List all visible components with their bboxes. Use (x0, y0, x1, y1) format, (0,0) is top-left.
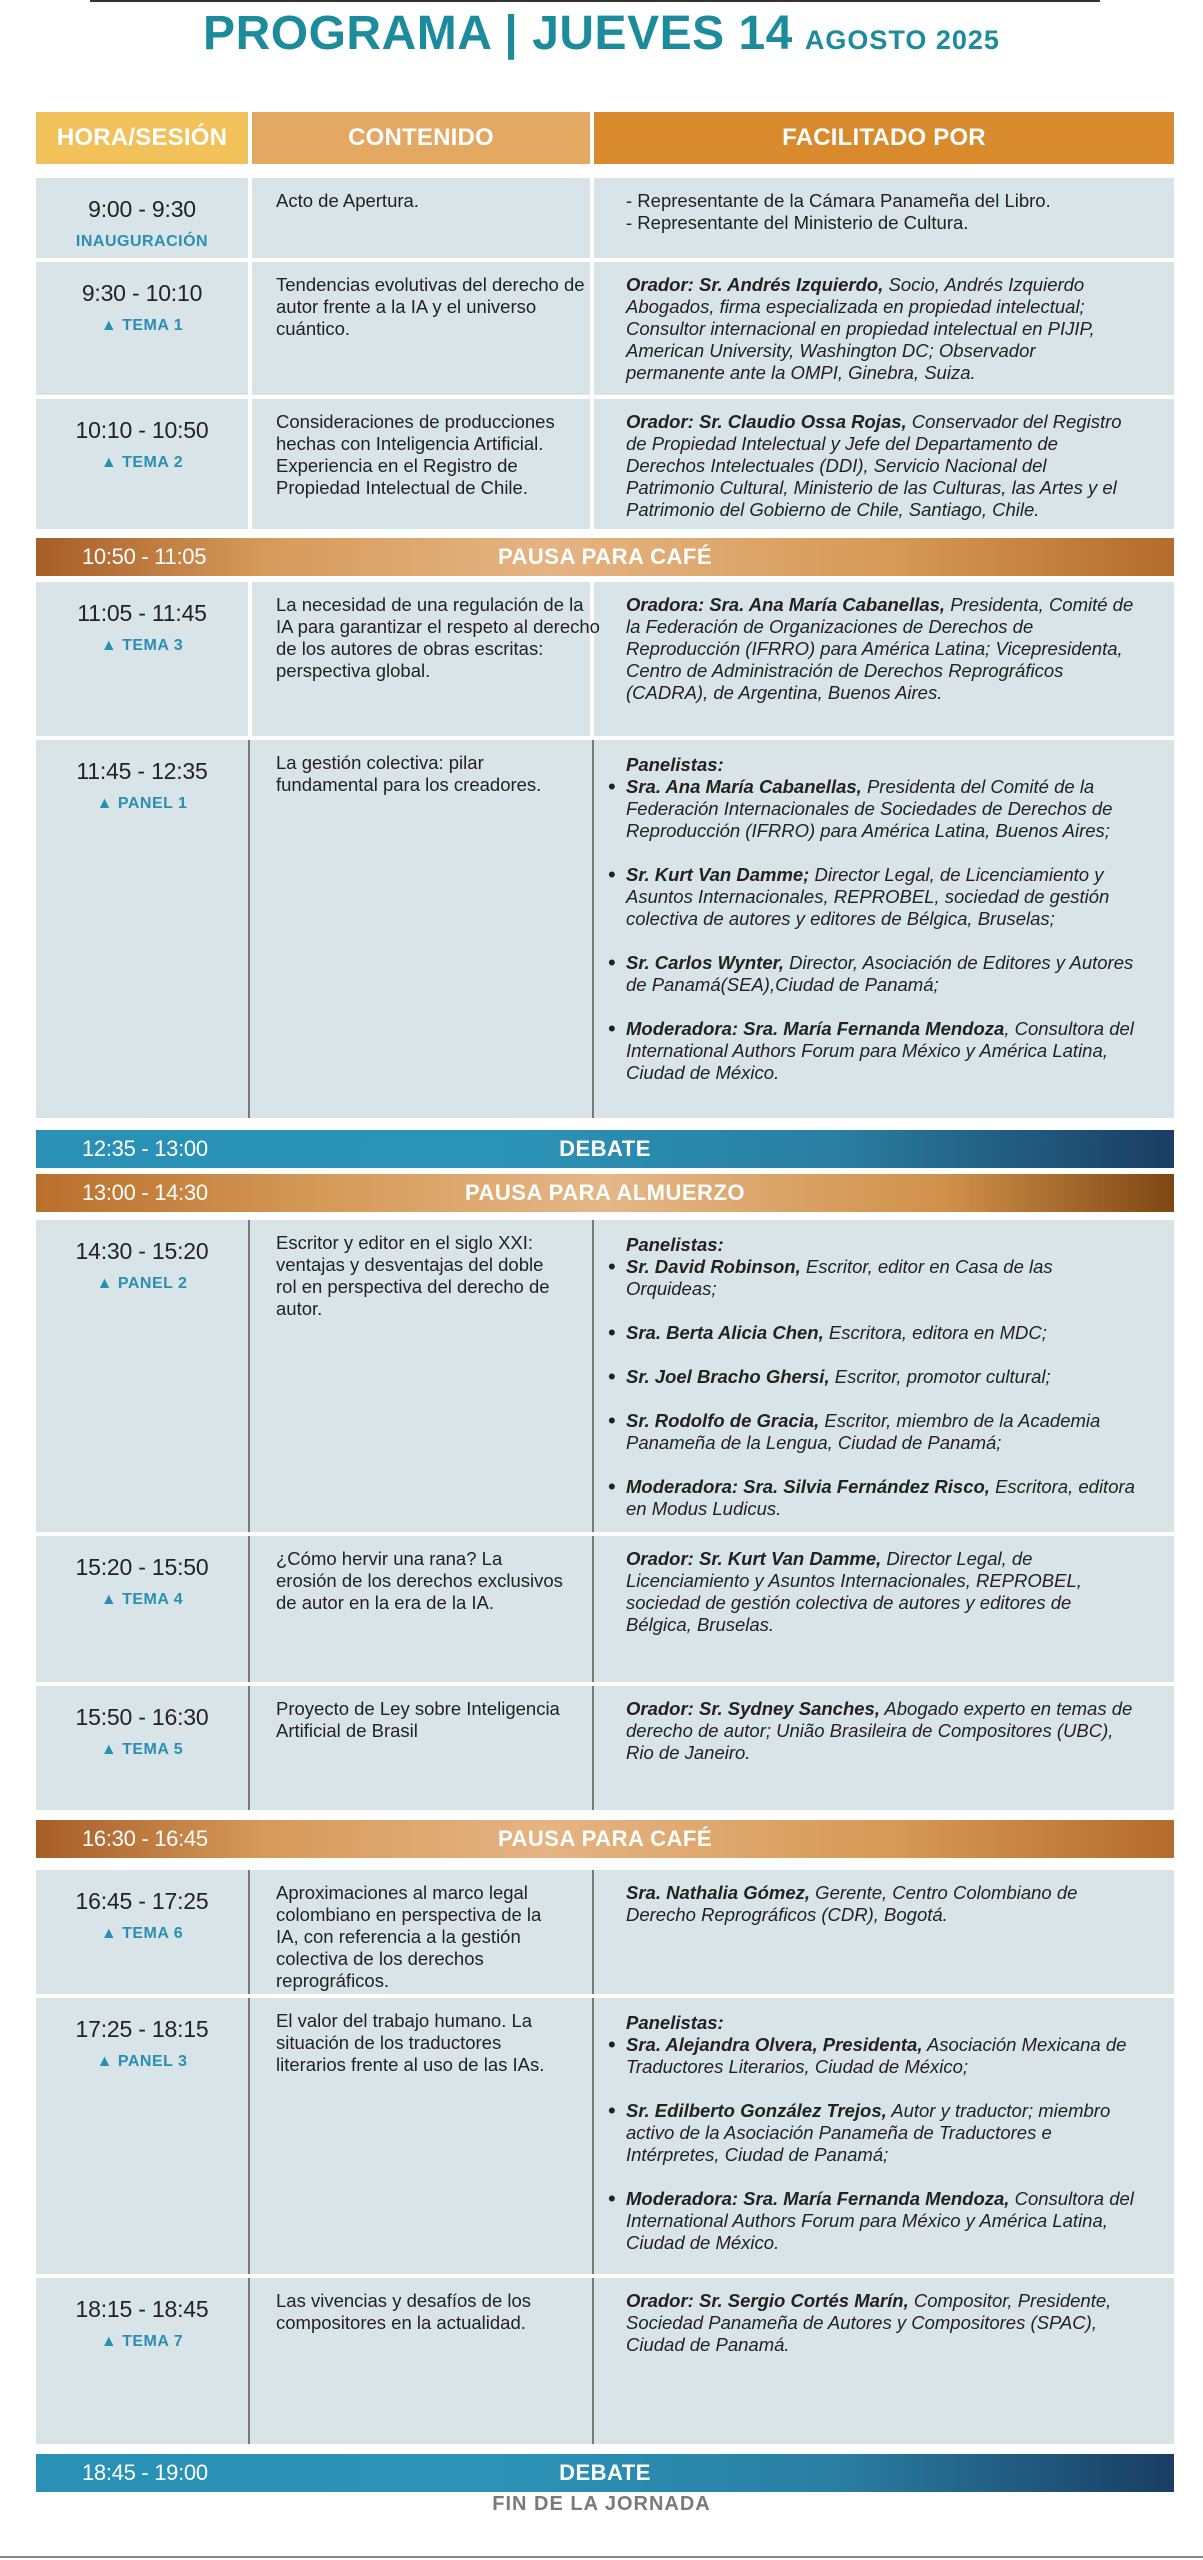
session-row (36, 1686, 1174, 1810)
session-tag: ▲ TEMA 2 (100, 454, 184, 471)
break-band (36, 538, 1174, 576)
title-date: AGOSTO 2025 (804, 25, 1000, 55)
panelist-list (594, 776, 1174, 1084)
session-topic: ¿Cómo hervir una rana? La erosión de los derechos exclusivos de autor en la era de la IA. (276, 1548, 563, 1613)
top-rule (90, 0, 1100, 2)
session-tag: ▲ TEMA 7 (100, 2333, 184, 2350)
panelist-item: • Sr. Carlos Wynter, Director, Asociación de Editores y Autores de Panamá(SEA),Ciudad de Panamá; (626, 952, 1144, 996)
panelist-item: • Sr. Rodolfo de Gracia, Escritor, miembro de la Academia Panameña de la Lengua, Ciudad de Panamá; (626, 1410, 1144, 1454)
panelist-item: • Moderadora: Sra. Silvia Fernández Risco, Escritora, editora en Modus Ludicus. (626, 1476, 1144, 1520)
break-label: PAUSA PARA CAFÉ (497, 1826, 713, 1851)
panelist-item: • Sr. Edilberto González Trejos, Autor y traductor; miembro activo de la Asociación Panameña de Traductores e Intérpretes, Ciudad de Panamá; (626, 2100, 1144, 2166)
session-facilitator: Orador: Sr. Sydney Sanches, Abogado experto en temas de derecho de autor; União Brasileira de Compositores (UBC), Rio de Janeiro. (626, 1698, 1133, 1763)
panelist-list (594, 1256, 1174, 1520)
session-time: 11:05 - 11:45 (77, 600, 207, 626)
session-time: 14:30 - 15:20 (75, 1238, 209, 1264)
session-topic: La gestión colectiva: pilar fundamental para los creadores. (276, 752, 542, 795)
session-facilitator: Oradora: Sra. Ana María Cabanellas, Presidenta, Comité de la Federación de Organizaciones de Derechos de Reproducción (IFRRO) para América Latina; Vicepresidenta, Centro de Administración de Derechos Reprográficos (CADRA), de Argentina, Buenos Aires. (626, 594, 1134, 703)
debate-band (36, 1130, 1174, 1168)
break-time: 10:50 - 11:05 (82, 544, 207, 569)
session-time: 9:00 - 9:30 (88, 196, 196, 222)
session-topic: Proyecto de Ley sobre Inteligencia Artificial de Brasil (276, 1698, 560, 1741)
panelist-item: • Sra. Berta Alicia Chen, Escritora, editora en MDC; (626, 1322, 1144, 1344)
session-topic: La necesidad de una regulación de la IA para garantizar el respeto al derecho de los autores de obras escritas: perspectiva global. (276, 594, 600, 681)
session-topic: Consideraciones de producciones hechas con Inteligencia Artificial. Experiencia en el Registro de Propiedad Intelectual de Chile. (276, 411, 555, 498)
col-header-facilitator: FACILITADO POR (594, 112, 1174, 164)
session-time: 15:20 - 15:50 (75, 1554, 209, 1580)
panel-title: Panelistas: (626, 2012, 724, 2033)
session-row (36, 1870, 1174, 1994)
session-facilitator: Orador: Sr. Claudio Ossa Rojas, Conservador del Registro de Propiedad Intelectual y Jefe del Departamento de Derechos Intelectuales (DDI), Servicio Nacional del Patrimonio Cultural, Ministerio de las Culturas, las Artes y el Patrimonio del Gobierno de Chile, Santiago, Chile. (626, 411, 1122, 520)
break-label: PAUSA PARA CAFÉ (497, 544, 713, 569)
session-row (36, 399, 1174, 529)
lunch-band (36, 1174, 1174, 1212)
panel-title: Panelistas: (626, 754, 724, 775)
session-facilitator: - Representante de la Cámara Panameña del Libro. - Representante del Ministerio de Cultura. (626, 190, 1051, 233)
session-facilitator: Sra. Nathalia Gómez, Gerente, Centro Colombiano de Derecho Reprográficos (CDR), Bogotá. (626, 1882, 1078, 1925)
session-tag: ▲ PANEL 3 (96, 2053, 188, 2070)
session-facilitator: Orador: Sr. Sergio Cortés Marín, Compositor, Presidente, Sociedad Panameña de Autores y Compositores (SPAC), Ciudad de Panamá. (626, 2290, 1112, 2355)
end-of-day-label: FIN DE LA JORNADA (492, 2493, 711, 2515)
panelist-item: • Sra. Alejandra Olvera, Presidenta, Asociación Mexicana de Traductores Literarios, Ciudad de México; (626, 2034, 1144, 2078)
session-facilitator: Orador: Sr. Kurt Van Damme, Director Legal, de Licenciamiento y Asuntos Internacionales, REPROBEL, sociedad de gestión colectiva de autores y editores de Bélgica, Bruselas. (626, 1548, 1082, 1635)
debate-time: 18:45 - 19:00 (82, 2460, 208, 2485)
session-row (36, 2278, 1174, 2444)
panelist-item: • Moderadora: Sra. María Fernanda Mendoza, Consultora del International Authors Forum para México y América Latina, Ciudad de México. (626, 1018, 1144, 1084)
session-row (36, 178, 1174, 258)
session-tag: ▲ PANEL 1 (96, 795, 188, 812)
panel-title: Panelistas: (626, 1234, 724, 1255)
session-topic: Tendencias evolutivas del derecho de autor frente a la IA y el universo cuántico. (276, 274, 585, 339)
session-tag: ▲ TEMA 5 (100, 1741, 184, 1758)
session-time: 11:45 - 12:35 (76, 758, 208, 784)
session-tag: ▲ TEMA 1 (100, 317, 184, 334)
page-title (0, 6, 1203, 61)
panelist-item: • Sr. David Robinson, Escritor, editor en Casa de las Orquideas; (626, 1256, 1144, 1300)
col-header-time: HORA/SESIÓN (36, 112, 248, 164)
debate-time: 12:35 - 13:00 (82, 1136, 208, 1161)
session-row (36, 1536, 1174, 1682)
session-topic: Aproximaciones al marco legal colombiano en perspectiva de la IA, con referencia a la gestión colectiva de los derechos reprográficos. (276, 1882, 542, 1991)
session-tag: ▲ PANEL 2 (96, 1275, 188, 1292)
session-tag: ▲ TEMA 3 (100, 637, 184, 654)
panelist-item: • Sra. Ana María Cabanellas, Presidenta del Comité de la Federación Internacionales de Sociedades de Derechos de Reproducción (IFRRO) para América Latina, Buenos Aires; (626, 776, 1144, 842)
session-time: 17:25 - 18:15 (75, 2016, 209, 2042)
session-time: 10:10 - 10:50 (75, 417, 209, 443)
break-time: 16:30 - 16:45 (82, 1826, 208, 1851)
session-time: 18:15 - 18:45 (75, 2296, 209, 2322)
session-time: 15:50 - 16:30 (75, 1704, 209, 1730)
session-facilitator: Orador: Sr. Andrés Izquierdo, Socio, Andrés Izquierdo Abogados, firma especializada en propiedad intelectual; Consultor internacional en propiedad intelectual en PIJIP, American University, Washington DC; Observador permanente ante la OMPI, Ginebra, Suiza. (626, 274, 1095, 383)
session-tag: ▲ TEMA 6 (100, 1925, 184, 1942)
lunch-label: PAUSA PARA ALMUERZO (464, 1180, 745, 1205)
session-topic: El valor del trabajo humano. La situación de los traductores literarios frente al uso de las IAs. (276, 2010, 545, 2075)
session-tag: INAUGURACIÓN (75, 233, 209, 250)
session-topic: Acto de Apertura. (276, 190, 419, 211)
session-topic: Escritor y editor en el siglo XXI: ventajas y desventajas del doble rol en perspectiva del derecho de autor. (276, 1232, 550, 1319)
bottom-rule (0, 2556, 1203, 2558)
session-row (36, 262, 1174, 395)
session-time: 16:45 - 17:25 (75, 1888, 209, 1914)
lunch-time: 13:00 - 14:30 (82, 1180, 208, 1205)
panelist-item: • Sr. Kurt Van Damme; Director Legal, de Licenciamiento y Asuntos Internacionales, REPROBEL, sociedad de gestión colectiva de autores y editores de Bélgica, Bruselas; (626, 864, 1144, 930)
session-row (36, 740, 1174, 1118)
session-row (36, 1220, 1174, 1532)
session-topic: Las vivencias y desafíos de los compositores en la actualidad. (276, 2290, 532, 2333)
debate-label: DEBATE (559, 2460, 651, 2485)
session-row (36, 582, 1174, 736)
col-header-content: CONTENIDO (252, 112, 590, 164)
panelist-item: • Sr. Joel Bracho Ghersi, Escritor, promotor cultural; (626, 1366, 1144, 1388)
debate-label: DEBATE (559, 1136, 651, 1161)
session-tag: ▲ TEMA 4 (100, 1591, 184, 1608)
panelist-list (594, 2034, 1174, 2254)
title-main: PROGRAMA | JUEVES 14 (203, 7, 793, 60)
session-time: 9:30 - 10:10 (81, 280, 203, 306)
break-band (36, 1820, 1174, 1858)
panelist-item: • Moderadora: Sra. María Fernanda Mendoza, Consultora del International Authors Forum para México y América Latina, Ciudad de México. (626, 2188, 1144, 2254)
debate-band (36, 2454, 1174, 2492)
session-row (36, 1998, 1174, 2274)
